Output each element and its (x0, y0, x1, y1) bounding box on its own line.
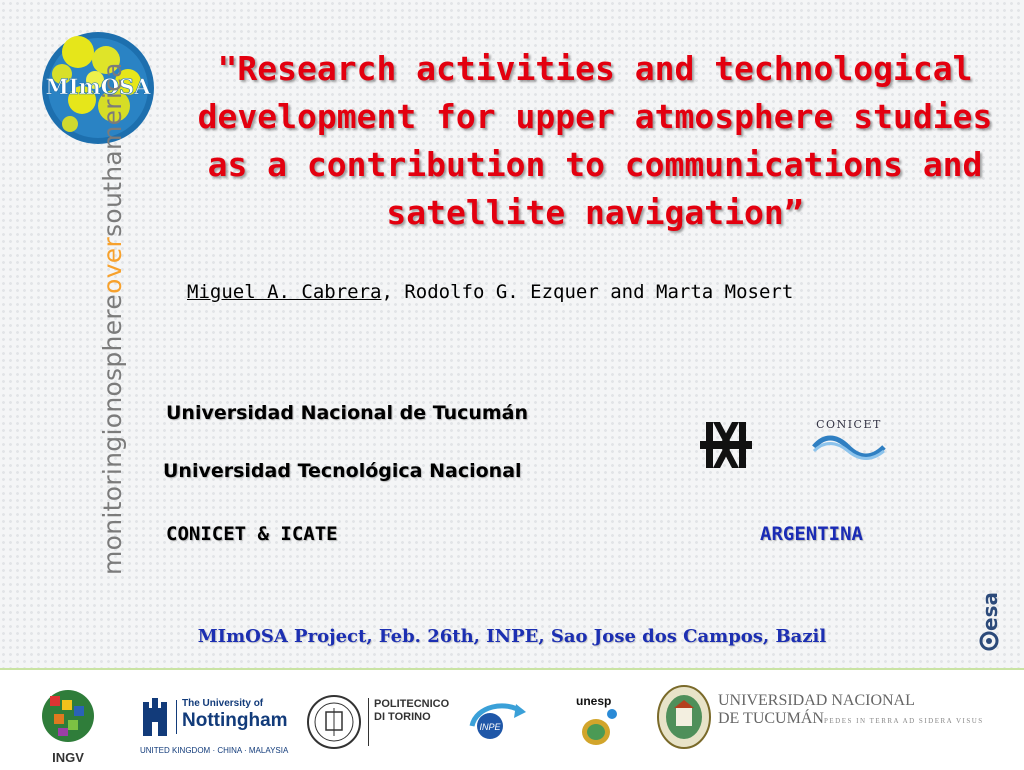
unt-logo (656, 684, 984, 754)
unt-seal-icon (656, 684, 712, 750)
nottingham-castle-icon (140, 698, 170, 738)
tagline-part-1: monitoringionosphere (98, 293, 127, 575)
polito-seal-icon (306, 694, 362, 750)
affiliation-unt: Universidad Nacional de Tucumán (166, 402, 529, 424)
authors-line (187, 281, 793, 303)
unesp-emblem-icon (578, 708, 618, 748)
country-label: ARGENTINA (760, 523, 863, 545)
mimosa-logo-text: MImOSA (45, 74, 151, 99)
conicet-logo (808, 418, 890, 464)
unt-motto: PEDES IN TERRA AD SIDERA VISUS (824, 717, 984, 725)
co-authors: , Rodolfo G. Ezquer and Marta Mosert (381, 281, 794, 303)
nottingham-sub: UNITED KINGDOM · CHINA · MALAYSIA (140, 746, 289, 755)
ingv-globe-icon (40, 688, 96, 744)
conicet-logo-text: CONICET (816, 418, 882, 431)
affiliation-utn: Universidad Tecnológica Nacional (163, 460, 522, 482)
polito-line-1: POLITECNICO (374, 698, 450, 710)
polito-line-2: DI TORINO (374, 711, 431, 723)
tagline-part-3: southamerica (98, 62, 127, 237)
slide-title: "Research activities and technological development for upper atmosphere studies as a contribution to communications and satellite navigation” (197, 49, 993, 232)
vertical-tagline (100, 62, 125, 575)
tagline-part-2: over (98, 236, 127, 294)
unt-line-2: DE TUCUMÁN (718, 710, 824, 727)
unesp-label: unesp (576, 694, 612, 708)
unt-line-1: UNIVERSIDAD NACIONAL (718, 692, 915, 709)
ingv-label: INGV (52, 750, 84, 765)
ingv-logo (40, 688, 100, 768)
inpe-logo (466, 696, 528, 750)
nottingham-line-1: The University of (182, 698, 264, 709)
inpe-swoosh-icon (466, 696, 528, 746)
footer-event: MImOSA Project, Feb. 26th, INPE, Sao Jose dos Campos, Bazil (197, 626, 827, 647)
inpe-label: INPE (479, 722, 501, 732)
unesp-logo (574, 694, 634, 752)
affiliation-conicet-icate: CONICET & ICATE (166, 523, 338, 545)
polito-logo (306, 694, 450, 754)
partner-logo-strip (0, 668, 1024, 770)
nottingham-line-2: Nottingham (182, 710, 288, 731)
esa-logo-text: esa (978, 592, 1002, 631)
lead-author: Miguel A. Cabrera (187, 281, 382, 303)
utn-logo (700, 420, 752, 470)
